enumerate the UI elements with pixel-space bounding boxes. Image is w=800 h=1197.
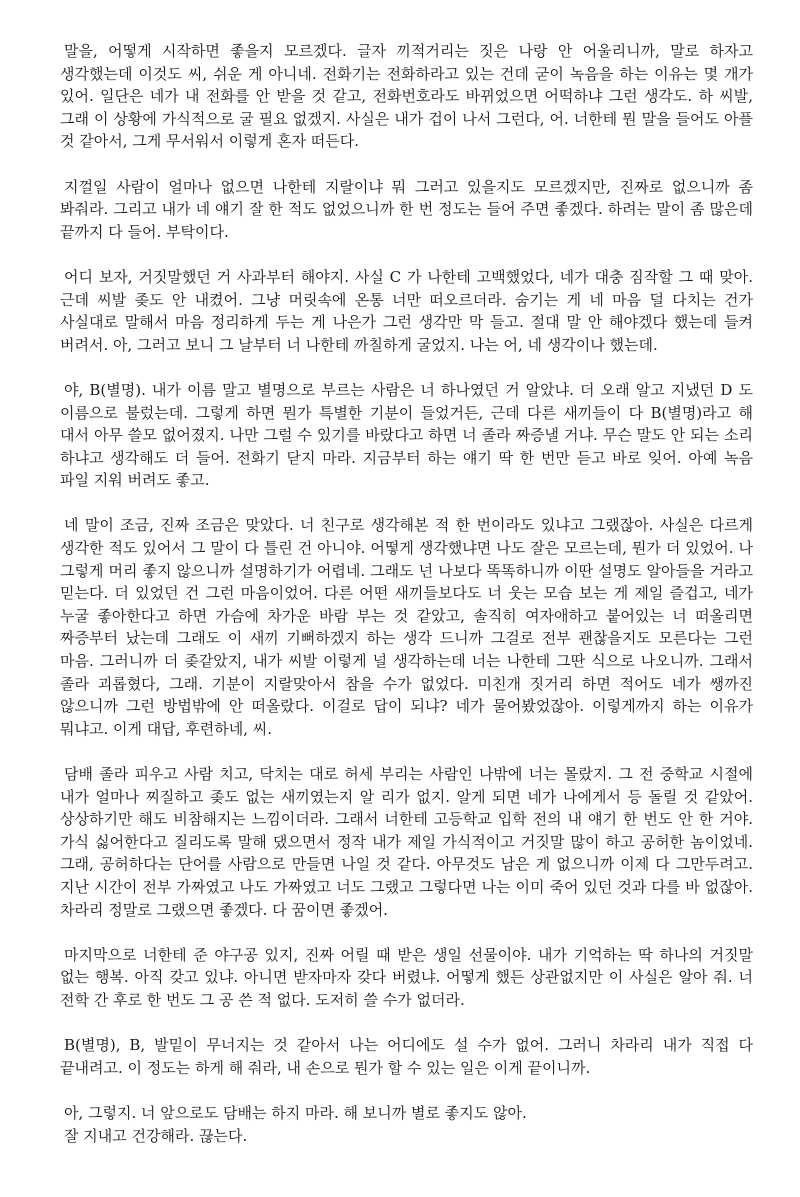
paragraph-1: 말을, 어떻게 시작하면 좋을지 모르겠다. 글자 끼적거리는 짓은 나랑 안 어울리니까, 말로 하자고 생각했는데 이것도 씨, 쉬운 게 아니네. 전화기는 전화하라고 있는 건데 굳이 녹음을 하는 이유는 몇 개가 있어. 일단은 네가 내 전화를 안 받을 것 같고, 전화번호라도 바뀌었으면 어떡하냐 그런 생각도. 하 씨발, 그래 이 상황에 가식적으로 굴 필요 없겠지. 사실은 내가 겁이 나서 그런다, 어. 너한테 뭔 말을 들어도 아플 것 같아서, 그게 무서워서 이렇게 혼자 떠든다. (60, 42, 753, 151)
letter-page (60, 40, 753, 1147)
closing-paragraph (60, 1102, 753, 1147)
paragraph-3: 어디 보자, 거짓말했던 거 사과부터 해야지. 사실 C 가 나한테 고백했었다, 네가 대충 짐작할 그 때 맞아. 근데 씨발 좆도 안 내켰어. 그냥 머릿속에 온통 너만 떠오르더라. 숨기는 게 네 마음 덜 다치는 건가 사실대로 말해서 마음 정리하게 두는 게 나은가 그런 생각만 막 들고. 절대 말 안 해야겠다 했는데 들켜 버려서. 아, 그러고 보니 그 날부터 너 나한테 까칠하게 굴었지. 나는 어, 네 생각이나 했는데. (60, 267, 753, 354)
closing-line-1: 아, 그렇지. 너 앞으로도 담배는 하지 마라. 해 보니까 별로 좋지도 않아. (64, 1103, 527, 1122)
paragraph-8: B(별명), B, 발밑이 무너지는 것 같아서 나는 어디에도 설 수가 없어. 그러니 차라리 내가 직접 다 끝내려고. 이 정도는 하게 해 줘라, 내 손으로 뭔가 할 수 있는 일은 이게 끝이니까. (60, 1036, 753, 1077)
closing-line-2: 잘 지내고 건강해라. 끊는다. (64, 1126, 248, 1145)
paragraph-2: 지껄일 사람이 얼마나 없으면 나한테 지랄이냐 뭐 그러고 있을지도 모르겠지만, 진짜로 없으니까 좀 봐줘라. 그리고 내가 네 얘기 잘 한 적도 없었으니까 한 번 정도는 들어 주면 좋겠다. 하려는 말이 좀 많은데 끝까지 다 들어. 부탁이다. (60, 177, 753, 241)
paragraph-5: 네 말이 조금, 진짜 조금은 맞았다. 너 친구로 생각해본 적 한 번이라도 있냐고 그랬잖아. 사실은 다르게 생각한 적도 있어서 그 말이 다 틀린 건 아니야. 어떻게 생각했냐면 나도 잘은 모르는데, 뭔가 더 있었어. 나 그렇게 머리 좋지 않으니까 설명하기가 어렵네. 그래도 넌 나보다 똑똑하니까 이딴 설명도 알아들을 거라고 믿는다. 더 있었던 건 그런 마음이었어. 다른 어떤 새끼들보다도 너 웃는 모습 보는 게 제일 즐겁고, 네가 누굴 좋아한다고 하면 가슴에 차가운 바람 부는 것 같았고, 솔직히 여자애하고 붙어있는 너 떠올리면 짜증부터 났는데 그래도 이 새끼 기뻐하겠지 하는 생각 드니까 그걸로 전부 괜찮을지도 모른다는 그런 마음. 그러니까 더 좆같았지, 내가 씨발 이렇게 널 생각하는데 너는 나한테 그딴 식으로 나오니까. 그래서 졸라 괴롭혔다, 그래. 기분이 지랄맞아서 참을 수가 없었다. 미친개 짓거리 하면 적어도 네가 쌩까진 않으니까 그런 방법밖에 안 떠올랐다. 이걸로 답이 되냐? 네가 물어봤었잖아. 이렇게까지 하는 이유가 뭐냐고. 이게 대답, 후련하네, 씨. (60, 516, 753, 738)
paragraph-7: 마지막으로 너한테 준 야구공 있지, 진짜 어릴 때 받은 생일 선물이야. 내가 기억하는 딱 하나의 거짓말 없는 행복. 아직 갖고 있냐. 아니면 받자마자 갖다 버렸냐. 어떻게 했든 상관없지만 이 사실은 알아 줘. 너 전학 간 후로 한 번도 그 공 쓴 적 없다. 도저히 쓸 수가 없더라. (60, 945, 753, 1009)
paragraph-4: 야, B(별명). 내가 이름 말고 별명으로 부르는 사람은 너 하나였던 거 알았냐. 더 오래 알고 지냈던 D 도 이름으로 불렀는데. 그렇게 하면 뭔가 특별한 기분이 들었거든, 근데 다른 새끼들이 다 B(별명)라고 해 대서 아무 쓸모 없어졌지. 나만 그럴 수 있기를 바랐다고 하면 너 졸라 짜증낼 거냐. 무슨 말도 안 되는 소리 하냐고 생각해도 더 들어. 전화기 닫지 마라. 지금부터 하는 얘기 딱 한 번만 듣고 바로 잊어. 아예 녹음 파일 지워 버려도 좋고. (60, 380, 753, 490)
paragraph-6: 담배 졸라 피우고 사람 치고, 닥치는 대로 허세 부리는 사람인 나밖에 너는 몰랐지. 그 전 중학교 시절에 내가 얼마나 찌질하고 좆도 없는 새끼였는지 알 리가 없지. 알게 되면 네가 나에게서 등 돌릴 것 같았어. 상상하기만 해도 비참해지는 느낌이더라. 그래서 너한테 고등학교 입학 전의 내 얘기 한 번도 안 한 거야. 가식 싫어한다고 질리도록 말해 댔으면서 정작 내가 제일 가식적이고 거짓말 많이 하고 공허한 놈이었네. 그래, 공허하다는 단어를 사람으로 만들면 나일 것 같다. 아무것도 남은 게 없으니까 이제 다 그만두려고. 지난 시간이 전부 가짜였고 나도 가짜였고 너도 그랬고 그렇다면 나는 이미 죽어 있던 것과 다를 바 없잖아. 차라리 정말로 그랬으면 좋겠다. 다 꿈이면 좋겠어. (60, 765, 753, 919)
